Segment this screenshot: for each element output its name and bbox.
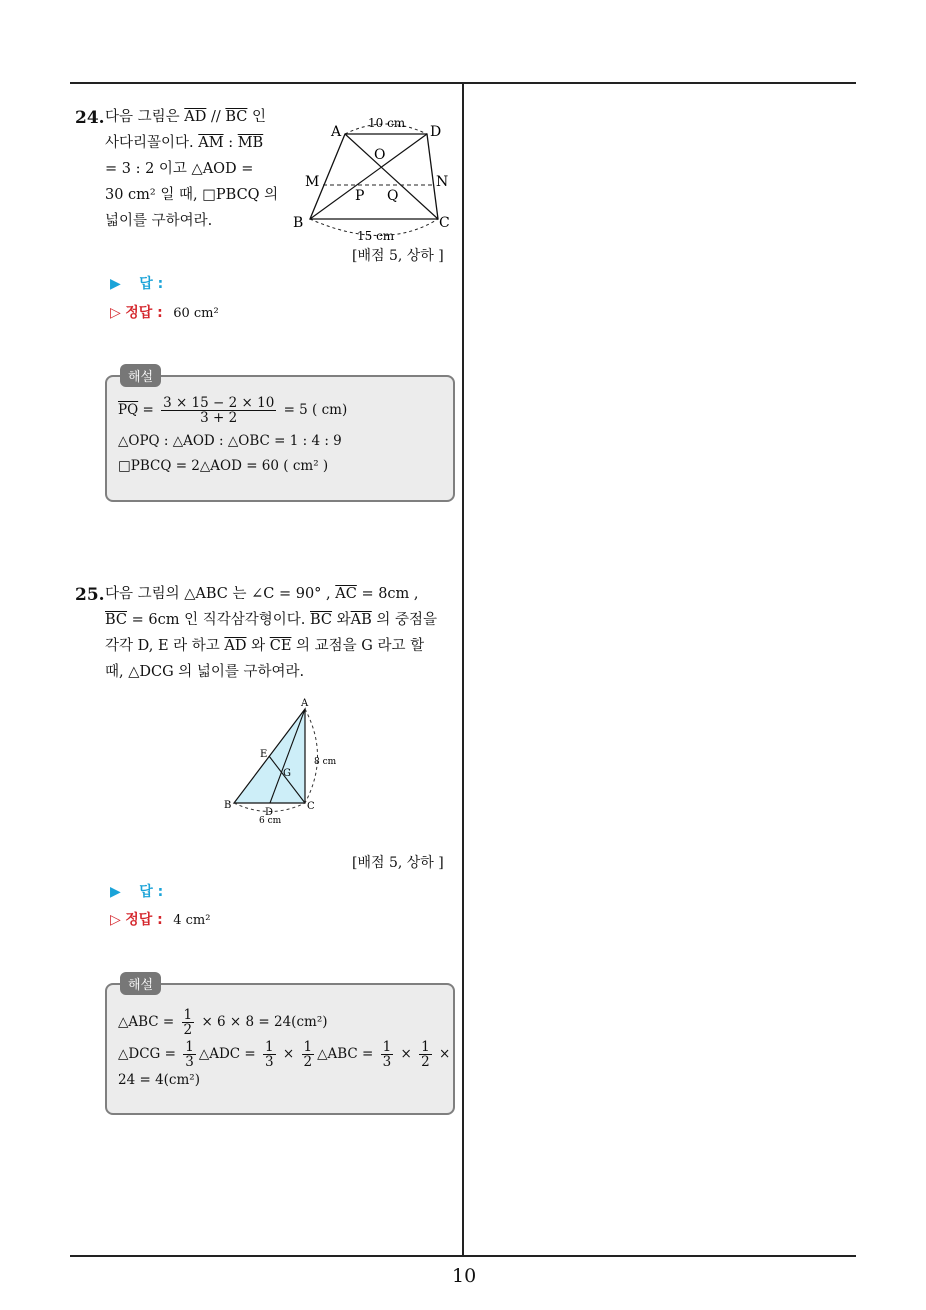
q24-label-B: B bbox=[293, 215, 304, 231]
q24-correct-label: 정답 : bbox=[125, 305, 163, 321]
q25-line3: 각각 D, E 라 하고 $\overline{AD}$ 와 $\overline{CE}$ 의 교점을 G 라고 할 bbox=[105, 638, 425, 654]
page-number: 10 bbox=[452, 1265, 477, 1287]
q25-solution-line1: △ABC = $\frac{1}{2}$ × 6 × 8 = 24(cm²) bbox=[118, 1007, 328, 1038]
q24-correct-row bbox=[110, 302, 219, 322]
q25-solution-line2: △DCG = $\frac{1}{3}$ △ADC = $\frac{1}{3}$ × $\frac{1}{2}$ △ABC = $\frac{1}{3}$ × $\frac{1}{2}$ × bbox=[118, 1039, 451, 1070]
q24-label-N: N bbox=[436, 174, 449, 190]
q24-answer-row bbox=[110, 273, 163, 293]
q25-label-A: A bbox=[301, 698, 309, 709]
q25-correct-label: 정답 : bbox=[125, 912, 163, 928]
q24-solution-line1: $\overline{PQ}$ = $\frac{3 \times 15 - 2 \times 10}{3 + 2}$ = 5 ( cm) bbox=[118, 395, 348, 426]
q24-label-bottom-length: 15 cm bbox=[357, 229, 395, 243]
answer-arrow-icon: ▶ bbox=[110, 276, 121, 292]
q25-solution-tag: 해설 bbox=[120, 972, 161, 995]
q25-label-B: B bbox=[224, 800, 232, 811]
q25-solution-line3: 24 = 4(cm²) bbox=[118, 1072, 200, 1088]
question-25-text bbox=[105, 581, 455, 685]
q24-label-D: D bbox=[430, 124, 442, 140]
q24-line1: 다음 그림은 $\overline{AD} // \overline{BC}$ 인 bbox=[105, 109, 267, 125]
question-24-text bbox=[105, 104, 280, 234]
q25-label-C: C bbox=[307, 801, 315, 812]
q24-label-P: P bbox=[355, 188, 365, 204]
q24-label-Q: Q bbox=[387, 188, 399, 204]
q24-label-A: A bbox=[331, 124, 342, 140]
q24-score: [배점 5, 상하 ] bbox=[352, 248, 444, 264]
q24-answer-label: 답 : bbox=[139, 276, 164, 292]
q25-label-D: D bbox=[265, 807, 274, 818]
correct-arrow-icon: ▷ bbox=[110, 912, 121, 928]
q24-line3: = 3 : 2 이고 △AOD = bbox=[105, 161, 254, 177]
q25-label-E: E bbox=[260, 749, 268, 760]
q24-correct-value: 60 cm² bbox=[173, 306, 219, 321]
q25-triangle-figure bbox=[220, 695, 345, 830]
q24-line2: 사다리꼴이다. $\overline{AM}$ : $\overline{MB}$ bbox=[105, 135, 264, 151]
q24-solution-tag: 해설 bbox=[120, 364, 161, 387]
q24-label-M: M bbox=[305, 174, 320, 190]
q25-answer-label: 답 : bbox=[139, 884, 164, 900]
q24-solution-line3: □PBCQ = 2△AOD = 60 ( cm² ) bbox=[118, 458, 329, 474]
q25-correct-value: 4 cm² bbox=[173, 913, 211, 928]
q24-solution-line2: △OPQ : △AOD : △OBC = 1 : 4 : 9 bbox=[118, 433, 342, 449]
question-24-number: 24. bbox=[75, 108, 105, 128]
q25-correct-row bbox=[110, 909, 210, 929]
q25-score: [배점 5, 상하 ] bbox=[352, 855, 444, 871]
q24-trapezoid-figure bbox=[290, 112, 460, 244]
q25-label-G: G bbox=[283, 768, 291, 779]
q25-label-base-length: 6 cm bbox=[259, 816, 282, 826]
question-25-number: 25. bbox=[75, 585, 105, 605]
bottom-rule bbox=[70, 1255, 856, 1257]
q25-answer-row bbox=[110, 881, 163, 901]
q25-line4: 때, △DCG 의 넓이를 구하여라. bbox=[105, 664, 305, 680]
q25-line1: 다음 그림의 △ABC 는 ∠C = 90° , $\overline{AC} = 8cm$ , bbox=[105, 586, 419, 602]
correct-arrow-icon: ▷ bbox=[110, 305, 121, 321]
q24-label-C: C bbox=[439, 215, 450, 231]
answer-arrow-icon: ▶ bbox=[110, 884, 121, 900]
q24-line5: 넓이를 구하여라. bbox=[105, 213, 213, 229]
q24-line4: 30 cm² 일 때, □PBCQ 의 bbox=[105, 187, 279, 203]
column-divider bbox=[462, 82, 464, 1256]
q24-label-O: O bbox=[374, 147, 386, 163]
q24-label-top-length: 10 cm bbox=[368, 116, 406, 130]
q25-line2: $\overline{BC} = 6cm$ 인 직각삼각형이다. $\overline{BC}$ 와$\overline{AB}$ 의 중점을 bbox=[105, 612, 438, 628]
q25-label-side-length: 8 cm bbox=[314, 757, 337, 767]
